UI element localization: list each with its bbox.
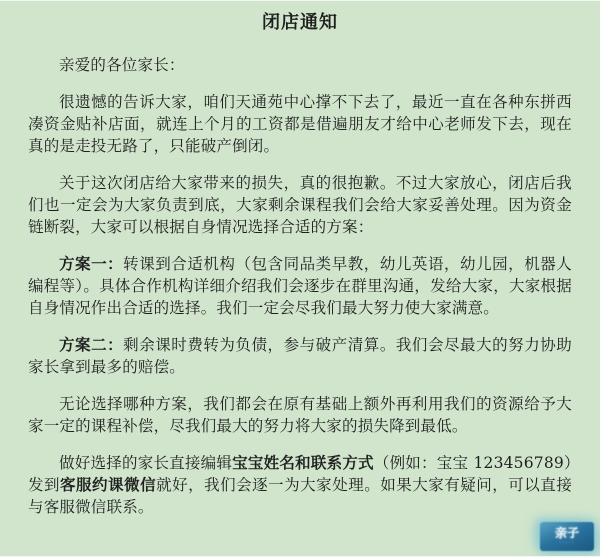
text-segment: 做好选择的家长直接编辑 bbox=[59, 454, 233, 472]
bold-text-segment: 客服约课微信 bbox=[60, 475, 157, 494]
bold-text-segment: 方案二： bbox=[59, 335, 124, 354]
text-segment: 就好，我们会逐一为大家处理。如果大家有疑问，可以直接与客服微信联系。 bbox=[28, 476, 573, 516]
bold-text-segment: 宝宝姓名和联系方式 bbox=[232, 453, 374, 472]
text-segment: 转课到合适机构（包含同品类早教，幼儿英语，幼儿园，机器人编程等）。具体合作机构详细介绍我们会逐步在群里沟通，发给大家，大家根据自身情况作出合适的选择。我们一定会尽我们最大努力使大家满意。 bbox=[28, 255, 572, 317]
text-segment: 剩余课时费转为负债，参与破产清算。我们会尽最大的努力协助家长拿到最多的赔偿。 bbox=[28, 336, 572, 376]
salutation: 亲爱的各位家长： bbox=[59, 56, 185, 74]
watermark-subtext: ····· bbox=[559, 540, 575, 546]
text-segment: 关于这次闭店给大家带来的损失，真的很抱歉。不过大家放心，闭店后我们也一定会为大家负责到底，大家剩余课程我们会给大家妥善处理。因为资金链断裂，大家可以根据自身情况选择合适的方案： bbox=[28, 174, 572, 236]
watermark-badge bbox=[540, 522, 594, 551]
notice-paragraph bbox=[28, 334, 572, 378]
bold-text-segment: 方案一： bbox=[59, 254, 124, 273]
notice-paragraph bbox=[28, 91, 572, 157]
text-segment: 无论选择哪种方案，我们都会在原有基础上额外再利用我们的资源给予大家一定的课程补偿，尽我们最大的努力将大家的损失降到最低。 bbox=[28, 395, 572, 435]
watermark-text: 亲子 bbox=[554, 526, 579, 540]
notice-title: 闭店通知 bbox=[262, 12, 338, 33]
notice-body bbox=[28, 91, 572, 518]
notice-paragraph bbox=[28, 452, 572, 518]
text-segment: （例如：宝宝 123456789）发到 bbox=[28, 454, 572, 494]
notice-paragraph bbox=[28, 393, 572, 437]
text-segment: 很遗憾的告诉大家，咱们天通苑中心撑不下去了，最近一直在各种东拼西凑资金贴补店面，就连上个月的工资都是借遍朋友才给中心老师发下去，现在真的是走投无路了，只能破产倒闭。 bbox=[28, 93, 572, 155]
notice-paragraph bbox=[28, 253, 572, 319]
notice-paragraph bbox=[28, 172, 572, 238]
